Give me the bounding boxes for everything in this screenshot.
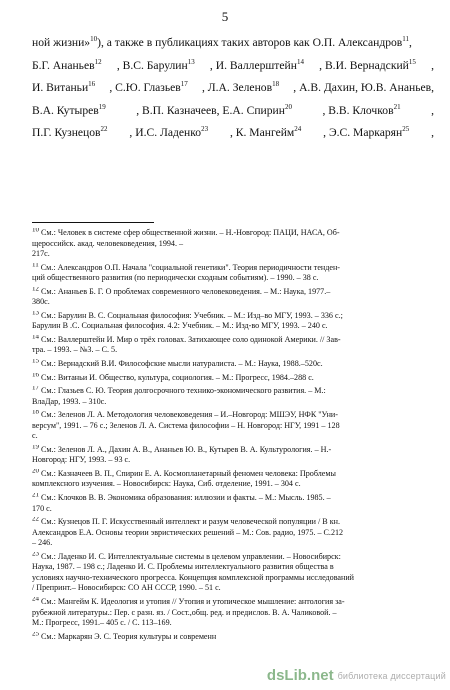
text-segment: ), а также в публикациях таких авторов как О.П. Александров$^{11}$ [97,35,410,49]
footnote-ref: 11 [402,35,410,44]
text-segment: , [431,58,434,72]
text-segment: И. Витаньи$^{16}$ [32,80,96,95]
text-segment: , Л.А. Зеленов$^{18}$ [201,80,280,95]
footnote-line: $^{16}$ См.: Витаньи И. Общество, культура, социология. – М.: Прогресс, 1984.–288 с. [32,373,434,384]
footnote-number: 13 [32,310,39,317]
footnote-line: – 246. [32,538,53,548]
watermark [267,667,446,684]
footnote-gap [32,642,434,645]
footnote-number: 23 [32,551,39,558]
body-line [32,32,434,55]
footnote [32,445,434,466]
footnote-line: $^{15}$ См.: Вернадский В.И. Философские мысли натуралиста. – М.: Наука, 1988.–520с. [32,359,434,370]
footnote-number: 12 [32,286,39,293]
text-segment: , Э.С. Маркарян$^{25}$ [323,125,410,140]
footnote [32,287,434,308]
footnote-number: 25 [32,631,39,637]
footnote-number: 10 [32,228,39,234]
footnote-line: 170 с. [32,503,52,513]
footnote-separator [32,222,154,223]
text-segment: , [431,103,434,117]
footnote-number: 19 [32,444,39,451]
text-segment: , К. Мангейм$^{24}$ [229,125,302,140]
footnote-ref: 18 [272,80,280,89]
footnote-number: 17 [32,386,39,392]
text-segment: , А.В. Дахин, Ю.В. Ананьев, [293,81,434,95]
footnote [32,493,434,514]
footnote-line: ций общественного развития (по периодически сходным событиям). – 1990. – 38 с. [32,273,319,283]
footnote-line: $^{13}$ См.: Барулин В. С. Социальная философия: Учебник. – М.: Изд–во МГУ, 1993. – 336 с.; [32,311,434,322]
body-line [32,122,434,145]
text-segment: , И. Валлерштейн$^{14}$ [209,57,304,72]
footnote [32,263,434,284]
footnote-line: $^{21}$ См.: Клочков В. В. Экономика образования: иллюзии и факты. – М.: Мысль. 1985. – [32,493,434,504]
footnote-ref: 10 [90,35,98,44]
footnote [32,359,434,370]
footnote-number: 24 [32,596,39,603]
footnote-line: $^{25}$ См.: Маркарян Э. С. Теория культуры и современн [32,632,434,643]
text-segment: , В.В. Клочков$^{21}$ [322,102,401,117]
text-segment: В.А. Кутырев$^{19}$ [32,102,106,117]
footnote-number: 11 [32,262,39,268]
footnote-line: условиях научно-технического прогресса. Концепция комплексной программы исследований [32,572,355,582]
footnote-number: 16 [32,372,39,378]
footnote-line: Барулин В .С. Социальная философия. 4.2: Учебник. – М.: Изд-во МГУ, 1993. – 240 с. [32,321,328,331]
footnote-line: тра. – 1993. – №3. – С. 5. [32,345,118,355]
text-segment: , В.П. Казначеев, Е.А. Спирин$^{20}$ [136,102,292,117]
footnote-line: $^{22}$ См.: Кузнецов П. Г. Искусственный интеллект и разум человеческой популяции / В кн. [32,517,434,528]
footnote-ref: 17 [180,80,188,89]
footnote-line: $^{14}$ См.: Валлерштейн И. Мир о трёх головах. Затихающее соло одинокой Америки. // Зав- [32,335,434,346]
text-segment: , В.С. Барулин$^{13}$ [116,57,195,72]
footnote-line: комплексного изучения. – Новосибирск: Наука, Сиб. отделение, 1991. – 304 с. [32,479,301,489]
footnote [32,311,434,332]
text-segment: П.Г. Кузнецов$^{22}$ [32,125,108,140]
text-segment: Б.Г. Ананьев$^{12}$ [32,57,102,72]
text-segment: , В.И. Вернадский$^{15}$ [319,57,416,72]
footnote-line: Наука, 1987. – 198 с.; Ладенко И. С. Проблемы интеллектуального развития общества в [32,562,334,572]
footnote-number: 21 [32,493,39,499]
footnote [32,469,434,490]
footnote [32,632,434,643]
footnote-line: ВлаДар, 1993. – 310с. [32,396,107,406]
footnote [32,386,434,407]
body-line [32,77,434,100]
footnote-line: версум", 1991. – 76 с.; Зеленов Л. А. Система философии – Н. Новгород: НГУ, 1991 – 128 [32,420,340,430]
footnote-line: $^{24}$ См.: Мангейм К. Идеология и утопия // Утопия и утопическое мышление: антология за- [32,597,434,608]
footnote [32,552,434,594]
text-segment: , И.С. Ладенко$^{23}$ [129,125,209,140]
text-segment: ной жизни»$^{10}$ [32,35,98,49]
body-line [32,100,434,123]
watermark-text: библиотека диссертаций [337,670,446,681]
footnote-ref: 23 [201,125,209,134]
footnote-line: $^{19}$ См.: Зеленов Л. А., Дахин А. В., Ананьев Ю. В., Кутырев В. А. Культурология. – Н.- [32,445,434,456]
footnote-ref: 15 [408,57,416,66]
footnote-line: $^{23}$ См.: Ладенко И. С. Интеллектуальные системы в целевом управлении. – Новосибирск: [32,552,434,563]
footnote-line: / Препринт.– Новосибирск: СО АН СССР, 1990. – 51 с. [32,583,221,593]
footnotes [32,228,434,645]
footnote [32,517,434,549]
footnote-line: Новгород: НГУ, 1993. – 93 с. [32,455,131,465]
footnote-line: $^{10}$ См.: Человек в системе сфер общественной жизни. – Н.-Новгород: ПАЦИ, НАСА, Об- [32,228,434,239]
footnote-line: 217с. [32,249,50,259]
footnote-ref: 19 [98,102,106,111]
footnote-number: 15 [32,359,39,365]
footnote-ref: 16 [88,80,96,89]
text-segment: , [431,126,434,140]
footnote-line: $^{12}$ См.: Ананьев Б. Г. О проблемах современного человековедения. – М.: Наука, 1977.– [32,287,434,298]
text-segment: , С.Ю. Глазьев$^{17}$ [109,80,188,95]
footnote-line: $^{18}$ См.: Зеленов Л. А. Методология человековедения – И.–Новгород: МШЭУ, НФК "Уни- [32,410,434,421]
footnote-ref: 14 [296,57,304,66]
footnote-line: с. [32,431,38,441]
footnote-line: 380с. [32,297,50,307]
footnote-line: $^{11}$ См.: Александров О.П. Начала "социальной генетики". Теория периодичности тенден- [32,263,434,274]
footnote-line: рубежной литературы.: Пер. с разн. яз. / Сост.,общ. ред. и предислов. В. А. Чаликовой. – [32,607,337,617]
footnote [32,228,434,260]
footnote-ref: 12 [94,57,102,66]
footnote [32,410,434,442]
footnote [32,335,434,356]
text-segment: , [409,36,412,49]
footnote-number: 22 [32,517,39,523]
footnote-ref: 21 [393,102,401,111]
footnote-ref: 25 [402,125,410,134]
footnote-line: $^{20}$ См.: Казначеев В. П., Спирин Е. А. Космопланетарный феномен человека: Проблемы [32,469,434,480]
body-text [32,32,434,145]
footnote-ref: 22 [100,125,108,134]
footnote-ref: 13 [187,57,195,66]
footnote [32,373,434,384]
footnote-line: щероссийск. акад. человековедения, 1994. – [32,238,184,248]
page-number: 5 [221,9,229,24]
footnote-number: 18 [32,410,39,416]
footnote [32,597,434,629]
footnote-line: М.: Прогресс, 1991.– 405 с. / С. 113–169. [32,618,172,628]
dslib-logo-icon: dsLib.net [266,667,334,684]
footnote-ref: 20 [284,102,292,111]
footnote-number: 14 [32,334,39,341]
body-line [32,55,434,78]
footnote-number: 20 [32,468,39,475]
footnote-line: $^{17}$ См.: Глазьев С. Ю. Теория долгосрочного технико-экономического развития. – М.: [32,386,434,397]
footnote-ref: 24 [294,125,302,134]
footnote-line: Александров Е.А. Основы теории эвристических решений – М.: Сов. радио, 1975. – С.212 [32,527,344,537]
